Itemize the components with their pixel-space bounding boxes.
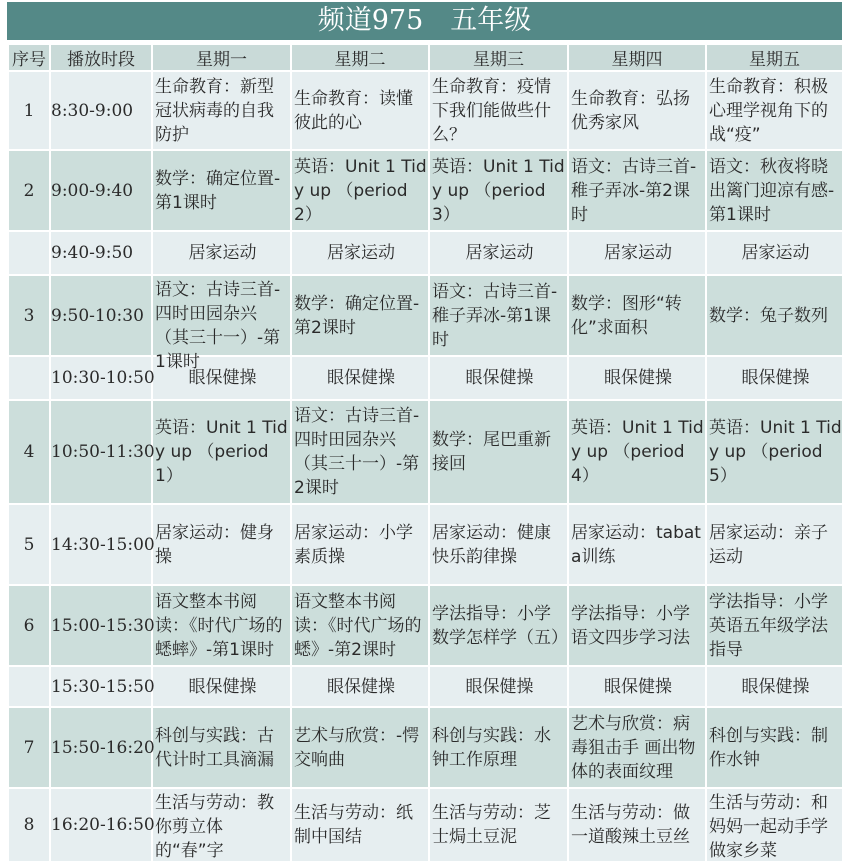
class-cell (429, 666, 568, 707)
class-cell (152, 150, 291, 231)
class-text: 生活与劳动：纸制中国结 (294, 803, 413, 847)
class-cell (568, 356, 706, 400)
class-cell (706, 150, 843, 231)
row-number (8, 666, 50, 707)
row-number (8, 356, 50, 400)
class-cell (706, 71, 843, 150)
class-cell (429, 150, 568, 231)
row-number: 3 (8, 275, 50, 356)
time-slot: 9:40-9:50 (50, 231, 152, 275)
header-cell: 星期二 (291, 44, 429, 71)
row-number: 1 (8, 71, 50, 150)
table-row (8, 788, 843, 862)
header-cell: 星期四 (568, 44, 706, 71)
row-number: 6 (8, 585, 50, 666)
class-text: 眼保健操 (465, 368, 534, 388)
time-slot: 16:20-16:50 (50, 788, 152, 862)
class-cell (291, 150, 429, 231)
time-slot: 9:00-9:40 (50, 150, 152, 231)
class-text: 艺术与欣赏：病毒狙击手 画出物体的表面纹理 (571, 713, 696, 782)
class-text: 语文：秋夜将晓出篱门迎凉有感-第1课时 (709, 156, 835, 225)
page-title: 频道975 五年级 (7, 2, 842, 40)
class-cell (429, 71, 568, 150)
time-slot: 10:30-10:50 (50, 356, 152, 400)
class-cell (568, 504, 706, 585)
class-cell (291, 71, 429, 150)
class-cell (429, 504, 568, 585)
row-number: 4 (8, 400, 50, 504)
class-text: 生活与劳动：和妈妈一起动手学做家乡菜 (709, 793, 828, 861)
class-text: 英语：Unit 1 Tidy up （period 3） (432, 156, 565, 225)
class-cell (291, 666, 429, 707)
class-cell (152, 400, 291, 504)
class-text: 居家运动：健康快乐韵律操 (432, 522, 551, 567)
class-text: 眼保健操 (327, 676, 395, 697)
table-row (8, 504, 843, 585)
class-text: 居家运动：tabata训练 (571, 522, 701, 567)
class-text: 生活与劳动：教你剪立体的“春”字 (155, 793, 274, 861)
class-text: 学法指导：小学数学怎样学（五） (432, 603, 568, 648)
time-slot: 15:50-16:20 (50, 707, 152, 788)
class-cell (706, 788, 843, 862)
class-cell (152, 788, 291, 862)
class-cell (568, 585, 706, 666)
class-cell (152, 71, 291, 150)
class-text: 语文整本书阅读：《时代广场的蟋蟀》-第1课时 (155, 591, 283, 660)
class-text: 生命教育：积极心理学视角下的战“疫” (709, 76, 828, 145)
row-number: 2 (8, 150, 50, 231)
class-cell (568, 150, 706, 231)
class-text: 英语：Unit 1 Tidy up （period 1） (155, 418, 288, 486)
class-text: 语文：古诗三首-四时田园杂兴（其三十一）-第2课时 (294, 406, 420, 498)
class-cell (568, 400, 706, 504)
table-row (8, 150, 843, 231)
class-cell (429, 275, 568, 356)
class-text: 生活与劳动：做一道酸辣土豆丝 (571, 803, 690, 847)
class-text: 数学：图形“转化”求面积 (571, 293, 682, 338)
class-text: 语文整本书阅读：《时代广场的蟋》-第2课时 (294, 591, 422, 660)
class-text: 眼保健操 (188, 676, 257, 697)
table-row (8, 707, 843, 788)
table-row (8, 400, 843, 504)
class-text: 学法指导：小学语文四步学习法 (571, 603, 690, 648)
class-cell (152, 231, 291, 275)
class-cell (706, 356, 843, 400)
class-cell (706, 275, 843, 356)
row-number: 5 (8, 504, 50, 585)
class-text: 语文：古诗三首-四时田园杂兴（其三十一）-第1课时 (155, 280, 281, 372)
class-text: 英语：Unit 1 Tidy up （period 5） (709, 418, 842, 486)
class-cell (291, 400, 429, 504)
class-text: 眼保健操 (604, 676, 672, 697)
class-cell (706, 504, 843, 585)
class-text: 居家运动：亲子运动 (709, 522, 828, 567)
table-row (8, 71, 843, 150)
schedule-body (8, 71, 843, 862)
class-text: 语文：古诗三首-稚子弄冰-第1课时 (432, 281, 558, 350)
class-text: 数学：确定位置-第1课时 (155, 168, 281, 213)
time-slot: 8:30-9:00 (50, 71, 152, 150)
class-text: 科创与实践：制作水钟 (709, 725, 828, 770)
header-cell: 星期一 (152, 44, 291, 71)
class-text: 居家运动 (465, 243, 534, 263)
class-cell (568, 666, 706, 707)
class-text: 生命教育：新型冠状病毒的自我防护 (155, 76, 274, 145)
class-cell (568, 71, 706, 150)
row-number: 8 (8, 788, 50, 862)
class-cell (291, 356, 429, 400)
class-cell (291, 504, 429, 585)
class-cell (706, 666, 843, 707)
class-text: 居家运动 (604, 243, 672, 263)
class-cell (429, 231, 568, 275)
class-cell (568, 231, 706, 275)
class-text: 生命教育：弘扬优秀家风 (571, 88, 690, 133)
table-row (8, 356, 843, 400)
class-text: 眼保健操 (741, 676, 810, 697)
class-cell (429, 788, 568, 862)
schedule-table (7, 43, 844, 863)
class-text: 英语：Unit 1 Tidy up （period 4） (571, 418, 704, 486)
class-cell (152, 666, 291, 707)
class-text: 科创与实践：古代计时工具滴漏 (155, 725, 274, 770)
header-cell: 星期五 (706, 44, 843, 71)
class-text: 科创与实践：水钟工作原理 (432, 725, 551, 770)
class-text: 居家运动 (188, 243, 257, 263)
class-text: 眼保健操 (188, 368, 257, 388)
table-row (8, 666, 843, 707)
class-text: 数学：兔子数列 (709, 305, 828, 326)
header-row (8, 44, 843, 71)
class-text: 数学：尾巴重新接回 (432, 430, 551, 474)
class-cell (706, 707, 843, 788)
class-cell (152, 275, 291, 372)
class-cell (706, 585, 843, 666)
class-cell (429, 585, 568, 666)
class-cell (706, 231, 843, 275)
class-cell (291, 585, 429, 666)
class-cell (568, 707, 706, 788)
header-cell: 序号 (8, 44, 50, 71)
table-row (8, 585, 843, 666)
class-cell (568, 275, 706, 356)
class-text: 眼保健操 (604, 368, 672, 388)
class-cell (152, 504, 291, 585)
header-cell: 星期三 (429, 44, 568, 71)
class-text: 艺术与欣赏：-愕交响曲 (294, 725, 420, 770)
class-cell (152, 707, 291, 788)
row-number: 7 (8, 707, 50, 788)
class-cell (152, 585, 291, 666)
time-slot: 9:50-10:30 (50, 275, 152, 356)
class-cell (429, 707, 568, 788)
class-text: 居家运动：小学素质操 (294, 522, 413, 567)
row-number (8, 231, 50, 275)
class-cell (291, 788, 429, 862)
class-text: 眼保健操 (465, 676, 534, 697)
header-cell: 播放时段 (50, 44, 152, 71)
class-cell (291, 707, 429, 788)
class-cell (291, 231, 429, 275)
time-slot: 15:30-15:50 (50, 666, 152, 707)
table-row (8, 275, 843, 356)
class-cell (568, 788, 706, 862)
class-cell (429, 400, 568, 504)
class-cell (429, 356, 568, 400)
class-text: 居家运动：健身操 (155, 522, 274, 567)
class-cell (706, 400, 843, 504)
class-text: 生命教育：疫情下我们能做些什么？ (432, 76, 551, 145)
class-text: 英语：Unit 1 Tidy up （period 2） (294, 156, 427, 225)
time-slot: 10:50-11:30 (50, 400, 152, 504)
class-cell (291, 275, 429, 356)
class-text: 眼保健操 (327, 368, 395, 388)
time-slot: 15:00-15:30 (50, 585, 152, 666)
class-text: 生活与劳动：芝士焗土豆泥 (432, 803, 551, 847)
class-text: 语文：古诗三首-稚子弄冰-第2课时 (571, 156, 697, 225)
class-text: 眼保健操 (741, 368, 810, 388)
class-text: 居家运动 (327, 243, 395, 263)
table-row (8, 231, 843, 275)
time-slot: 14:30-15:00 (50, 504, 152, 585)
class-text: 数学：确定位置-第2课时 (294, 293, 420, 338)
class-text: 居家运动 (741, 243, 810, 263)
class-text: 学法指导：小学英语五年级学法指导 (709, 591, 828, 660)
class-text: 生命教育：读懂彼此的心 (294, 88, 413, 133)
